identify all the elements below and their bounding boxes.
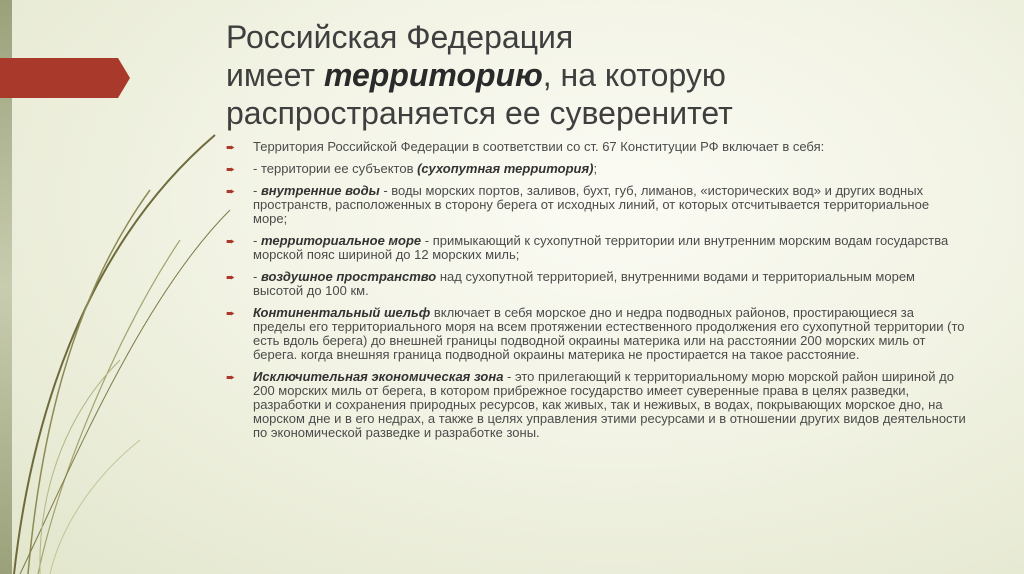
bullet-emphasis: Исключительная экономическая зона [253, 369, 504, 384]
bullet-item [226, 234, 966, 262]
bullet-emphasis: Континентальный шельф [253, 305, 431, 320]
bullet-item [226, 162, 966, 176]
arrow-bullet-icon: ➨ [226, 272, 236, 284]
slide-title [226, 18, 986, 132]
bullet-text: над сухопутной территорией, внутренними водами и территориальным морем высотой до 100 км. [253, 269, 915, 298]
arrow-bullet-icon: ➨ [226, 372, 236, 384]
bullet-emphasis: (сухопутная территория) [417, 161, 594, 176]
arrow-bullet-icon: ➨ [226, 186, 236, 198]
arrow-bullet-icon: ➨ [226, 164, 236, 176]
bullet-text: - это прилегающий к территориальному морю морской район шириной до 200 морских миль от берега, в котором прибрежное государство имеет суверенные права в целях разведки, разработки и сохранения природных ресурсов, как живых, так и неживых, в водах, покрывающих морское дно, на морском дне и в его недрах, а также в целях управления этими ресурсами и в отношении других видов деятельности по экономической разведке и разработке зоны. [253, 369, 966, 440]
bullet-emphasis: территориальное море [260, 233, 422, 248]
bullet-text: - [253, 183, 261, 198]
bullet-text: - [253, 269, 261, 284]
bullet-item [226, 140, 966, 154]
arrow-bullet-icon: ➨ [226, 142, 236, 154]
title-line-1: Российская Федерация [226, 19, 574, 55]
arrow-bullet-icon: ➨ [226, 308, 236, 320]
title-emphasis: территорию [323, 57, 543, 93]
bullet-text: - воды морских портов, заливов, бухт, губ, лиманов, «исторических вод» и других водных пространств, расположенных в сторону берега от исходных линий, от которых отсчитывается территориальное море; [253, 183, 930, 226]
bullet-item [226, 370, 966, 440]
bullet-list [226, 140, 966, 448]
bullet-text: включает в себя морское дно и недра подводных районов, простирающиеся за пределы его территориального моря на всем протяжении естественного продолжения его сухопутной территории (то есть вдоль берега) до внешней границы подводной окраины материка или на расстоянии 200 морских миль от берега. когда внешняя граница подводной окраины материка не простирается на такое расстояние. [253, 305, 965, 362]
bullet-item [226, 270, 966, 298]
title-line-2-post: , на которую [542, 57, 726, 93]
bullet-text: Территория Российской Федерации в соответствии со ст. 67 Конституции РФ включает в себя: [253, 139, 825, 154]
title-line-3: распространяется ее суверенитет [226, 95, 733, 131]
bullet-emphasis: воздушное пространство [260, 269, 437, 284]
bullet-emphasis: внутренние воды [260, 183, 380, 198]
decorative-curves [0, 0, 240, 574]
title-line-2-pre: имеет [226, 57, 324, 93]
bullet-item [226, 184, 966, 226]
bullet-text: ; [593, 161, 598, 176]
bullet-text: - территории ее субъектов [253, 161, 418, 176]
bullet-item [226, 306, 966, 362]
bullet-text: - [253, 233, 261, 248]
bullet-text: - примыкающий к сухопутной территории или внутренним морским водам государства морской пояс шириной до 12 морских миль; [253, 233, 949, 262]
arrow-bullet-icon: ➨ [226, 236, 236, 248]
red-arrow-banner [0, 58, 130, 98]
